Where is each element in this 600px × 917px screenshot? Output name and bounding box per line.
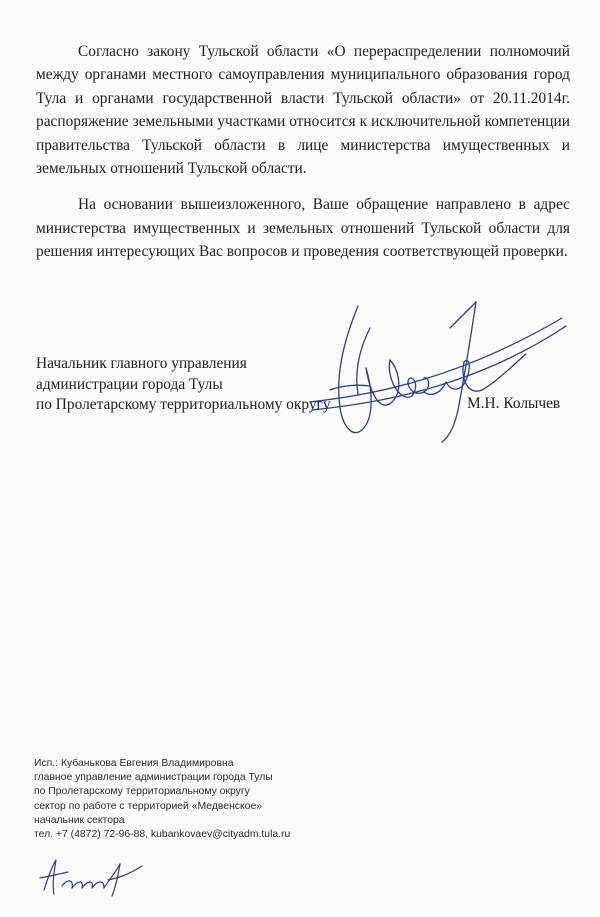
- executor-detail-line: главное управление администрации города Тулы: [34, 772, 273, 784]
- signer-name: М.Н. Колычев: [467, 395, 561, 412]
- letter-body: [36, 40, 570, 277]
- executor-detail-line: сектор по работе с территорией «Медвенское»: [34, 800, 262, 812]
- signatory-title-line: по Пролетарскому территориальному округу: [36, 396, 331, 413]
- executor-detail-line: начальник сектора: [34, 814, 125, 826]
- executor-detail-line: по Пролетарскому территориальному округу: [34, 786, 250, 798]
- signatory-title-line: Начальник главного управления: [36, 355, 247, 372]
- signatory-title-line: администрации города Тулы: [36, 375, 223, 393]
- executor-name: Исп.: Кубанькова Евгения Владимировна: [34, 758, 234, 769]
- handwritten-signature: [300, 298, 570, 458]
- handwritten-initials: [38, 850, 148, 900]
- executor-contact: тел. +7 (4872) 72-96-88, kubankovaev@cityadm.tula.ru: [34, 829, 291, 841]
- paragraph-law-reference: Согласно закону Тульской области «О перераспределении полномочий между органами местного самоуправления муниципального образования город Тула и органами государственной власти Тульской области» от 20.11.2014г. распоряжение земельными участками относится к исключительной компетенции правительства Тульской области в лице министерства имущественных и земельных отношений Тульской области.: [36, 43, 570, 178]
- paragraph-referral: На основании вышеизложенного, Ваше обращение направлено в адрес министерства имущественных и земельных отношений Тульской области для решения интересующих Вас вопросов и проведения соответствующей проверки.: [36, 196, 570, 261]
- executor-info: [34, 757, 434, 842]
